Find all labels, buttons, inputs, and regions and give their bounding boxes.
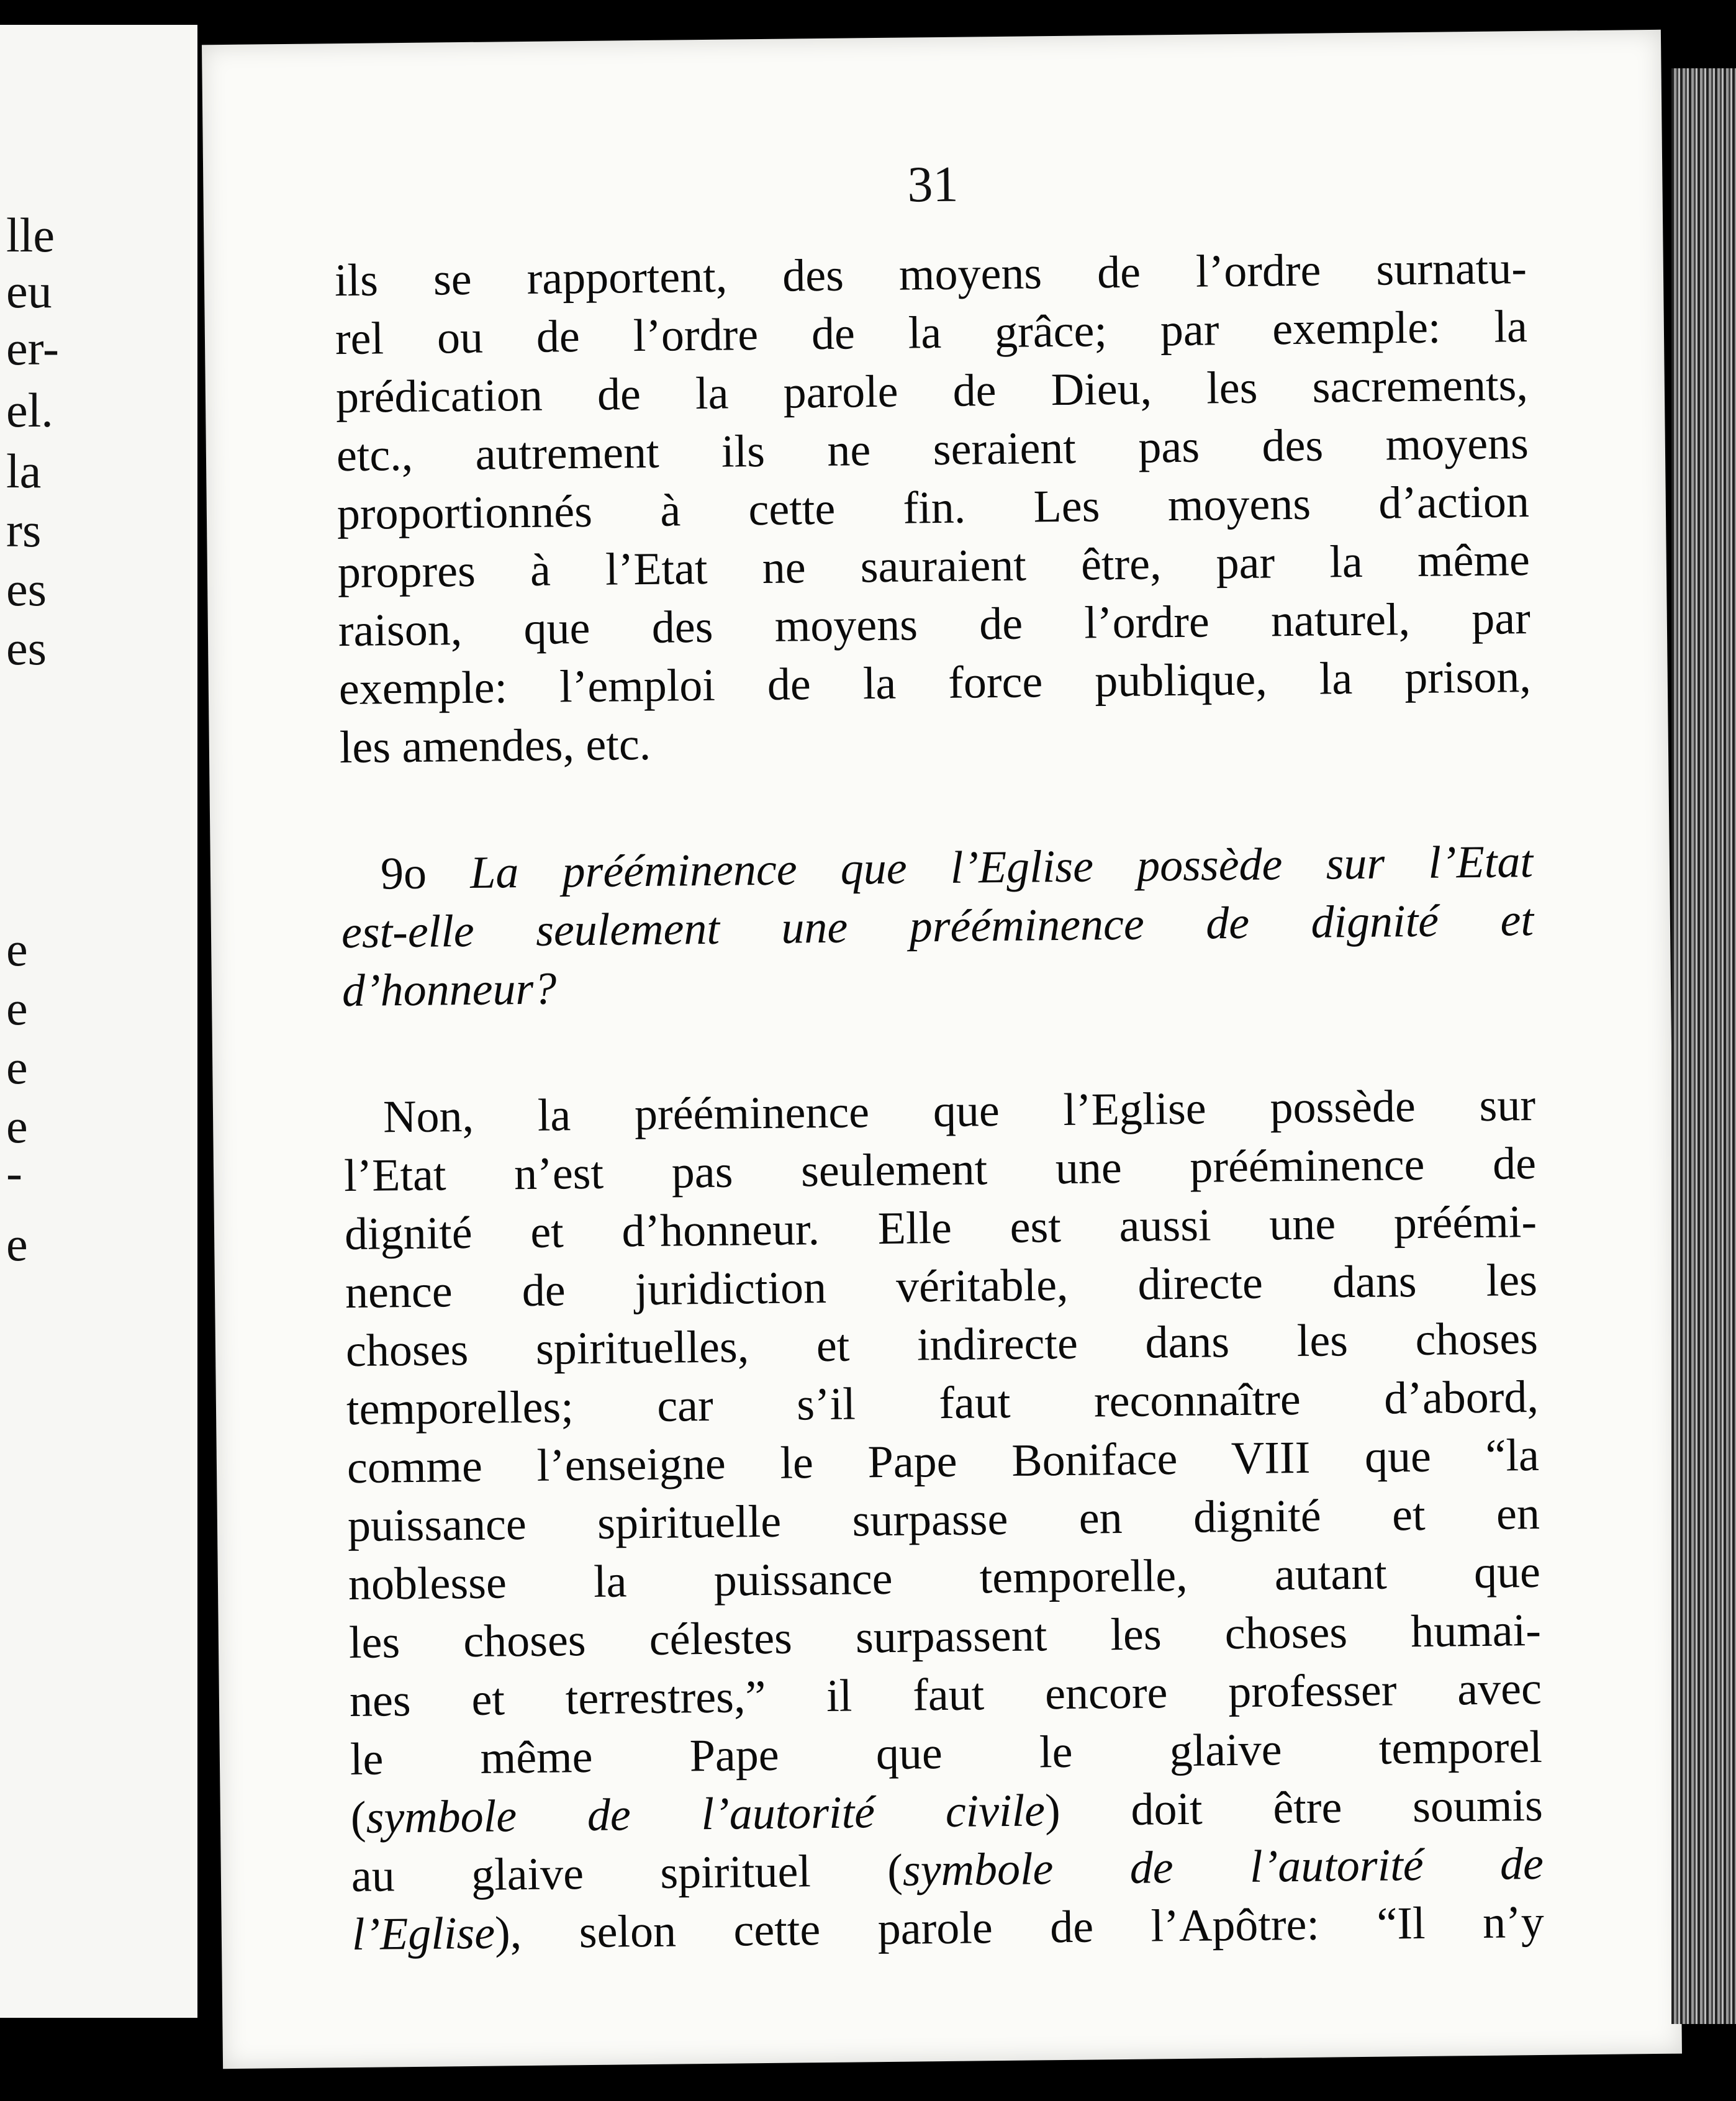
text-line: noblesse la puissance temporelle, autant que <box>348 1546 1541 1611</box>
left-fragment: rs <box>6 503 42 557</box>
left-fragment: - <box>6 1145 22 1200</box>
left-fragment: es <box>6 562 47 616</box>
text-line: l’Etat n’est pas seulement une prééminence de <box>343 1137 1537 1202</box>
question-line: d’honneur? <box>341 963 557 1017</box>
text-line: dignité et d’honneur. Elle est aussi une préémi- <box>344 1196 1537 1260</box>
text-fragment: ) doit être soumis <box>1044 1779 1544 1837</box>
italic-fragment: symbole de l’autorité civile <box>366 1785 1046 1843</box>
left-fragment: er- <box>6 321 60 375</box>
left-fragment: e <box>6 1217 28 1271</box>
question-text: La prééminence que l’Eglise possède sur l’Etat <box>469 836 1534 898</box>
left-fragment: la <box>6 444 42 498</box>
text-line: Non, la prééminence que l’Eglise possède sur <box>382 1079 1536 1143</box>
answer-paragraph <box>343 1076 1545 1964</box>
text-line: ils se rapportent, des moyens de l’ordre surnatu- <box>334 243 1527 307</box>
text-line: propres à l’Etat ne sauraient être, par la même <box>337 535 1530 599</box>
left-fragment: lle <box>6 208 55 262</box>
question-line: est-elle seulement une prééminence de dignité et <box>341 895 1534 959</box>
text-fragment: ), selon cette parole de l’Apôtre: “Il n’y <box>494 1896 1545 1959</box>
book-page <box>202 30 1682 2069</box>
text-line: prédication de la parole de Dieu, les sacrements, <box>335 359 1529 423</box>
text-line: les choses célestes surpassent les choses humai- <box>348 1604 1542 1669</box>
text-line: rel ou de l’ordre de la grâce; par exemple: la <box>335 301 1528 365</box>
left-fragment: el. <box>6 383 53 437</box>
text-line: raison, que des moyens de l’ordre naturel, par <box>338 593 1531 657</box>
paragraph-means-of-action <box>334 239 1532 777</box>
text-line: nence de juridiction véritable, directe dans les <box>345 1254 1538 1319</box>
text-line <box>351 1893 1544 1964</box>
text-line: le même Pape que le glaive temporel <box>350 1721 1543 1786</box>
text-fragment: ( <box>350 1792 366 1844</box>
text-line: choses spirituelles, et indirecte dans les choses <box>345 1313 1539 1377</box>
left-fragment: e <box>6 1099 28 1153</box>
left-fragment: eu <box>6 264 52 318</box>
page-number: 31 <box>906 155 959 213</box>
question-9 <box>341 833 1535 1020</box>
text-line: comme l’enseigne le Pape Boniface VIII que “la <box>346 1429 1540 1494</box>
text-line: temporelles; car s’il faut reconnaître d’abord, <box>346 1371 1539 1435</box>
text-line: proportionnés à cette fin. Les moyens d’action <box>337 476 1530 540</box>
text-line: exemple: l’emploi de la force publique, la prison, <box>338 651 1532 715</box>
question-number: 9o <box>380 847 427 900</box>
italic-fragment: symbole de l’autorité de <box>902 1838 1544 1896</box>
left-fragment: e <box>6 922 28 976</box>
text-line: puissance spirituelle surpasse en dignité et en <box>347 1488 1540 1552</box>
italic-fragment: l’Eglise <box>351 1907 495 1961</box>
text-fragment: au glaive spirituel ( <box>351 1845 903 1902</box>
text-line: nes et terrestres,” il faut encore professer avec <box>349 1663 1542 1727</box>
left-fragment: e <box>6 981 28 1035</box>
text-line: etc., autrement ils ne seraient pas des moyens <box>336 418 1529 482</box>
left-facing-page <box>0 25 197 2018</box>
text-line: les amendes, etc. <box>339 718 651 774</box>
page-text <box>334 239 1544 1964</box>
page-edges <box>1671 68 1736 2024</box>
left-fragment: es <box>6 621 47 675</box>
left-fragment: e <box>6 1040 28 1094</box>
